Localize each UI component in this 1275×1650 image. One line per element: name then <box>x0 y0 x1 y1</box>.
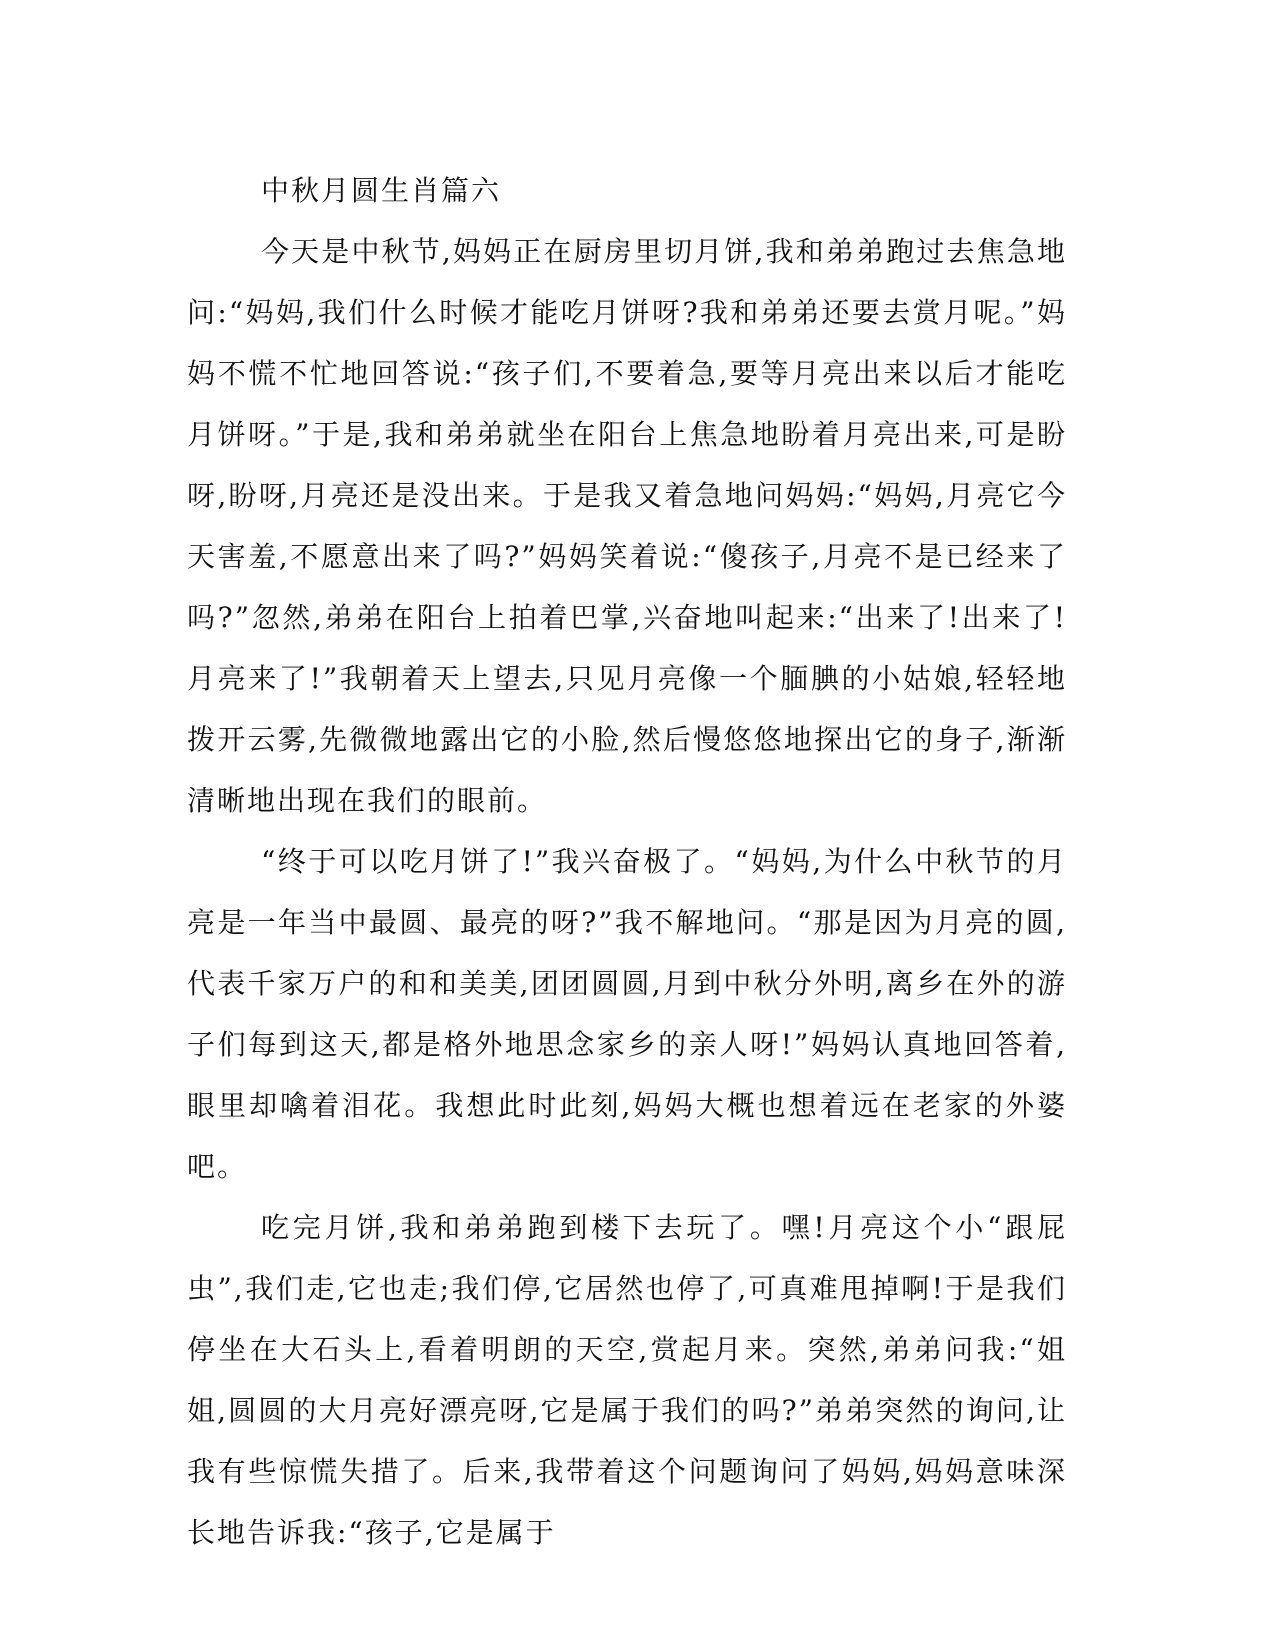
paragraph-2: “终于可以吃月饼了!”我兴奋极了。“妈妈,为什么中秋节的月亮是一年当中最圆、最亮的呀?”我不解地问。“那是因为月亮的圆,代表千家万户的和和美美,团团圆圆,月到中秋分外明,离乡在外的游子们每到这天,都是格外地思念家乡的亲人呀!”妈妈认真地回答着,眼里却噙着泪花。我想此时此刻,妈妈大概也想着远在老家的外婆吧。 <box>187 845 1067 1183</box>
document-title: 中秋月圆生肖篇六 <box>261 174 502 207</box>
paragraph-1: 今天是中秋节,妈妈正在厨房里切月饼,我和弟弟跑过去焦急地问:“妈妈,我们什么时候才能吃月饼呀?我和弟弟还要去赏月呢。”妈妈不慌不忙地回答说:“孩子们,不要着急,要等月亮出来以后才能吃月饼呀。”于是,我和弟弟就坐在阳台上焦急地盼着月亮出来,可是盼呀,盼呀,月亮还是没出来。于是我又着急地问妈妈:“妈妈,月亮它今天害羞,不愿意出来了吗?”妈妈笑着说:“傻孩子,月亮不是已经来了吗?”忽然,弟弟在阳台上拍着巴掌,兴奋地叫起来:“出来了!出来了!月亮来了!”我朝着天上望去,只见月亮像一个腼腆的小姑娘,轻轻地拨开云雾,先微微地露出它的小脸,然后慢悠悠地探出它的身子,渐渐清晰地出现在我们的眼前。 <box>187 235 1067 817</box>
document-body <box>187 160 1067 1563</box>
paragraph-3: 吃完月饼,我和弟弟跑到楼下去玩了。嘿!月亮这个小“跟屁虫”,我们走,它也走;我们停,它居然也停了,可真难甩掉啊!于是我们停坐在大石头上,看着明朗的天空,赏起月来。突然,弟弟问我:“姐姐,圆圆的大月亮好漂亮呀,它是属于我们的吗?”弟弟突然的询问,让我有些惊慌失措了。后来,我带着这个问题询问了妈妈,妈妈意味深长地告诉我:“孩子,它是属于 <box>187 1211 1067 1549</box>
